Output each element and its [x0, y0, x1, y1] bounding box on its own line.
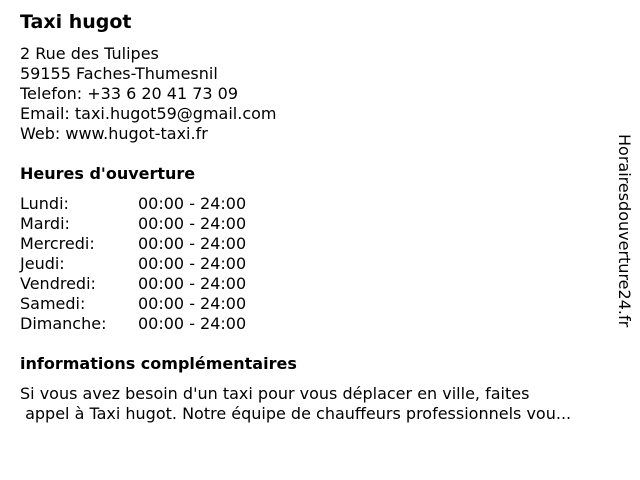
email-address: Email: taxi.hugot59@gmail.com [20, 104, 277, 123]
address-street: 2 Rue des Tulipes [20, 44, 159, 63]
phone-number: Telefon: +33 6 20 41 73 09 [20, 84, 239, 103]
hours-row-friday [20, 274, 280, 294]
time-range: 00:00 - 24:00 [138, 214, 247, 233]
additional-info-heading: informations complémentaires [20, 354, 297, 373]
hours-row-monday [20, 194, 280, 214]
time-range: 00:00 - 24:00 [138, 254, 247, 273]
website: Web: www.hugot-taxi.fr [20, 124, 208, 143]
day-label: Lundi: [20, 194, 69, 213]
day-label: Mardi: [20, 214, 70, 233]
day-label: Vendredi: [20, 274, 96, 293]
time-range: 00:00 - 24:00 [138, 194, 247, 213]
hours-row-saturday [20, 294, 280, 314]
day-label: Dimanche: [20, 314, 107, 333]
time-range: 00:00 - 24:00 [138, 314, 247, 333]
opening-hours-heading: Heures d'ouverture [20, 164, 196, 183]
contact-block [20, 44, 277, 144]
time-range: 00:00 - 24:00 [138, 234, 247, 253]
time-range: 00:00 - 24:00 [138, 274, 247, 293]
day-label: Samedi: [20, 294, 86, 313]
additional-info-text: Si vous avez besoin d'un taxi pour vous déplacer en ville, faites appel à Taxi hugot. Notre équipe de chauffeurs professionnels vou... [20, 384, 572, 423]
hours-row-tuesday [20, 214, 280, 234]
day-label: Jeudi: [20, 254, 65, 273]
hours-row-sunday [20, 314, 280, 334]
hours-row-thursday [20, 254, 280, 274]
business-name: Taxi hugot [20, 11, 132, 33]
address-city: 59155 Faches-Thumesnil [20, 64, 218, 83]
day-label: Mercredi: [20, 234, 95, 253]
hours-row-wednesday [20, 234, 280, 254]
time-range: 00:00 - 24:00 [138, 294, 247, 313]
watermark-text: Horairesdouverture24.fr [615, 134, 634, 328]
site-watermark [612, 134, 636, 346]
opening-hours-table [20, 194, 280, 334]
